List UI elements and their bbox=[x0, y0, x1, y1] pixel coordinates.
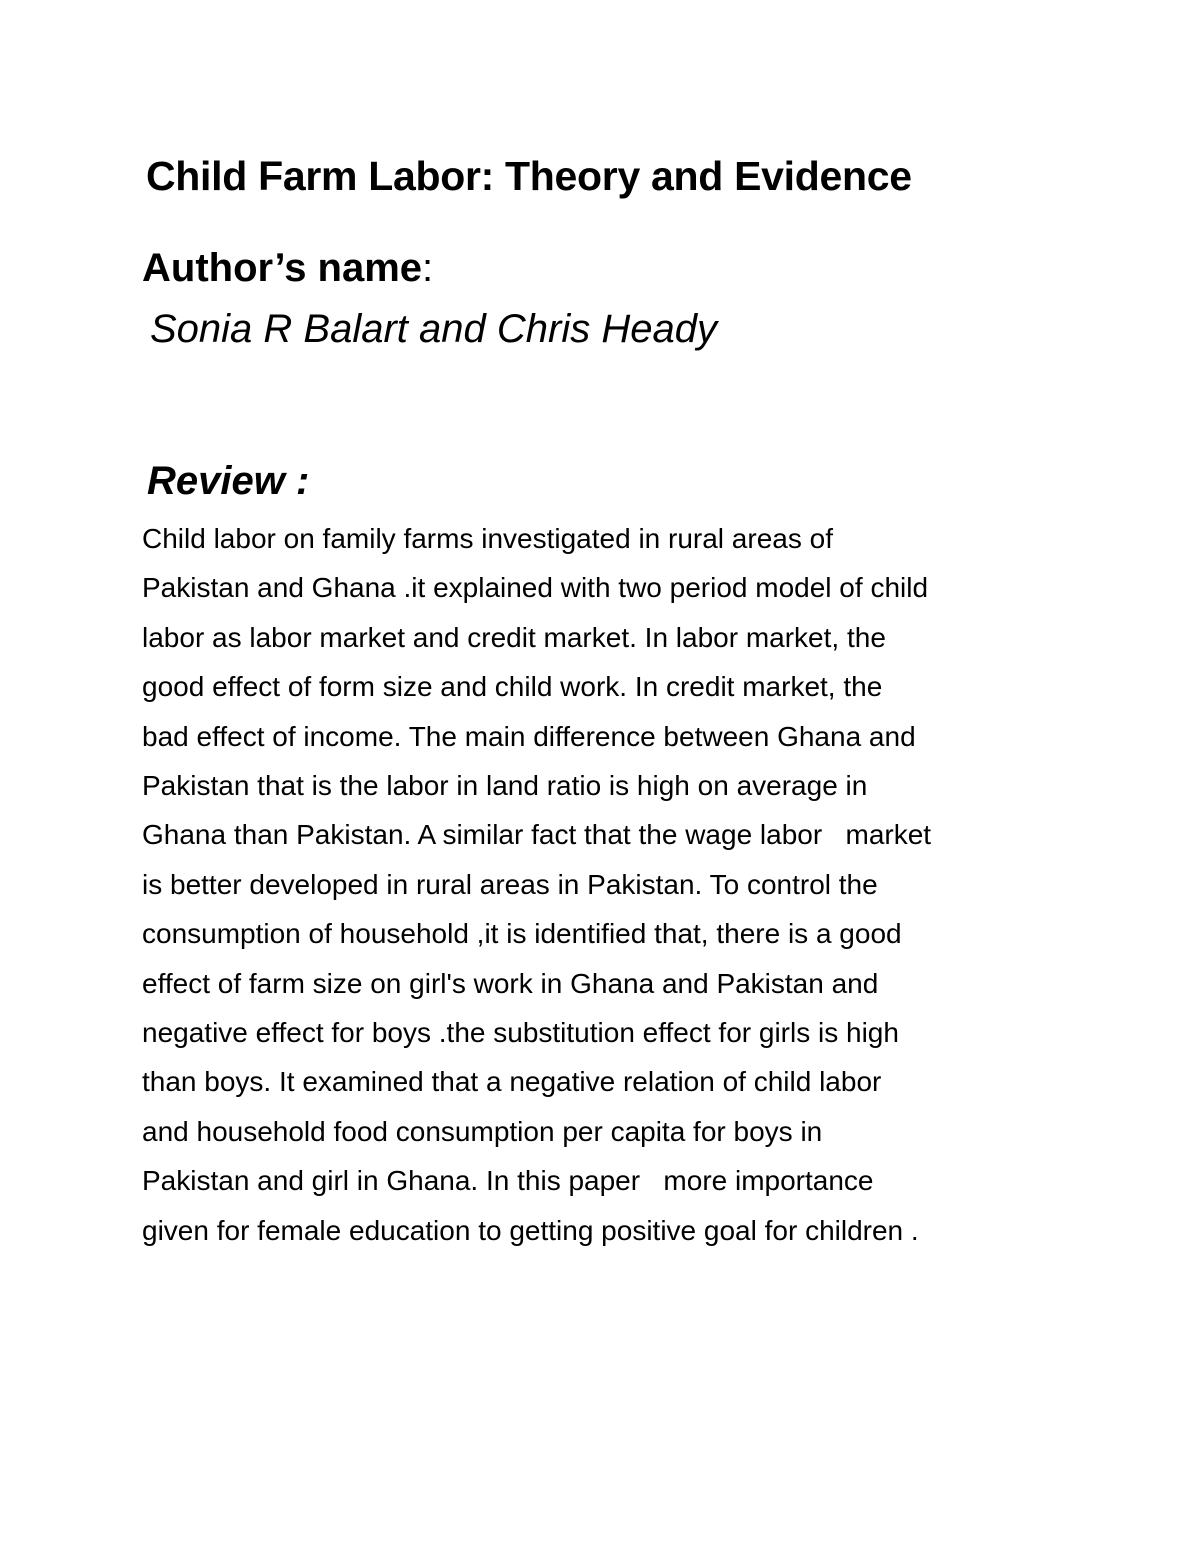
review-line: Pakistan that is the labor in land ratio is high on average in bbox=[142, 770, 868, 802]
review-line: bad effect of income. The main difference between Ghana and bbox=[142, 720, 916, 752]
review-line: Child labor on family farms investigated in rural areas of bbox=[142, 523, 833, 554]
review-line: labor as labor market and credit market. In labor market, the bbox=[142, 621, 886, 653]
review-line: good effect of form size and child work. In credit market, the bbox=[142, 671, 883, 703]
review-line: than boys. It examined that a negative relation of child labor bbox=[142, 1066, 882, 1098]
review-line: effect of farm size on girl's work in Ghana and Pakistan and bbox=[142, 967, 879, 999]
document-title: Child Farm Labor: Theory and Evidence bbox=[146, 153, 912, 199]
review-line: Pakistan and Ghana .it explained with two period model of child bbox=[142, 572, 929, 604]
review-line: Pakistan and girl in Ghana. In this paper more importance bbox=[142, 1165, 874, 1197]
author-label-colon: : bbox=[422, 246, 434, 290]
review-line: consumption of household ,it is identified that, there is a good bbox=[142, 918, 902, 950]
review-line: is better developed in rural areas in Pakistan. To control the bbox=[142, 868, 878, 900]
review-line: and household food consumption per capita for boys in bbox=[142, 1115, 823, 1147]
review-line: negative effect for boys .the substitution effect for girls is high bbox=[142, 1017, 899, 1049]
review-heading: Review : bbox=[147, 459, 310, 503]
review-line: Ghana than Pakistan. A similar fact that the wage labor market bbox=[142, 819, 932, 851]
author-names: Sonia R Balart and Chris Heady bbox=[150, 307, 717, 351]
author-label bbox=[142, 240, 433, 296]
review-line: given for female education to getting positive goal for children . bbox=[142, 1214, 919, 1246]
author-label-text: Author’s name bbox=[142, 246, 423, 290]
review-body bbox=[142, 514, 1062, 1255]
